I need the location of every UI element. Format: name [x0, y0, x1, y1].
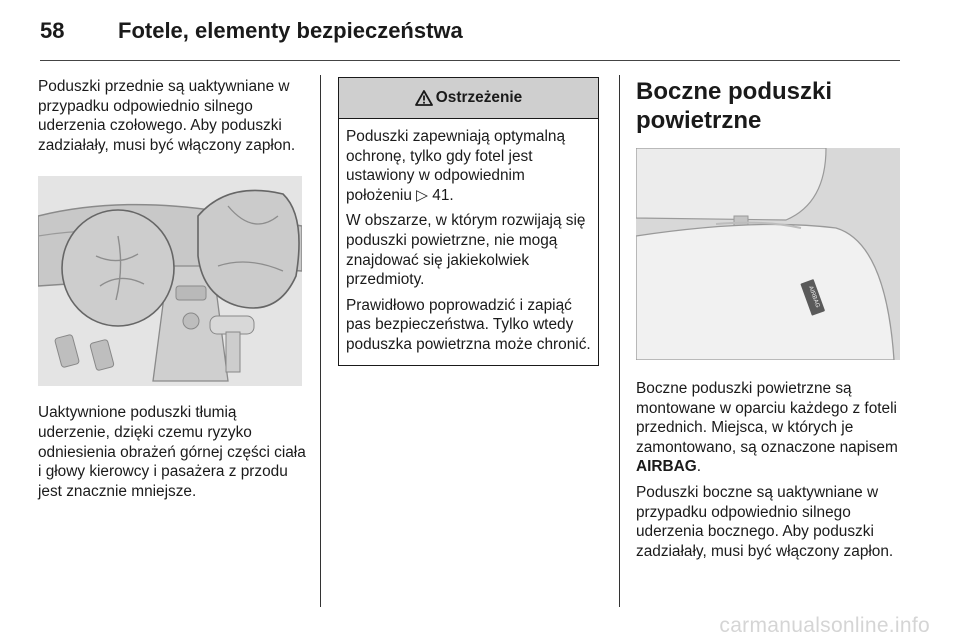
column-divider-1 — [320, 75, 321, 607]
front-airbags-paragraph: Poduszki przednie są uaktywniane w przypadku odpowiednio silnego uderzenia czołowego. Aby poduszki zadziałały, musi być włączony zapłon. — [38, 78, 296, 154]
warning-paragraph-seat-position — [346, 127, 591, 205]
side-airbags-activation-paragraph: Poduszki boczne są uaktywniane w przypadku odpowiednio silnego uderzenia bocznego. Aby poduszki zadziałały, musi być włączony zapłon. — [636, 483, 894, 560]
warning-body — [339, 119, 598, 365]
warning-box — [338, 77, 599, 366]
warning-header — [339, 78, 598, 119]
airbag-effect-paragraph: Uaktywnione poduszki tłumią uderzenie, dzięki czemu ryzyko odniesienia obrażeń górnej części ciała i głowy kierowcy i pasażera z przodu jest znacznie mniejsze. — [38, 404, 306, 500]
section-title: Boczne poduszki powietrzne — [636, 78, 833, 134]
warning-paragraph-seatbelt: Prawidłowo poprowadzić i zapiąć pas bezpieczeństwa. Tylko wtedy poduszka powietrzna może chronić. — [346, 296, 591, 353]
watermark: carmanualsonline.info — [719, 614, 930, 637]
page-number: 58 — [40, 18, 65, 43]
side-airbags-location-text: Boczne poduszki powietrzne są montowane w oparciu każdego z foteli przednich. Miejsca, w których je zamontowano, są oznaczone napisem — [636, 380, 898, 456]
side-airbag-seat-illustration — [636, 148, 900, 360]
page-header — [40, 18, 900, 58]
column-warning — [338, 77, 600, 366]
page-reference-icon: ▷ — [416, 186, 429, 204]
front-airbags-illustration — [38, 176, 302, 386]
airbag-tag-label: AIRBAG — [806, 285, 821, 309]
column-side-airbags — [636, 77, 906, 561]
airbag-label-bold: AIRBAG — [636, 458, 697, 476]
warning-seat-text: Poduszki zapewniają optymalną ochronę, tylko gdy fotel jest ustawiony w odpowiednim położeniu — [346, 128, 566, 204]
column-divider-2 — [619, 75, 620, 607]
page-reference-link[interactable]: 41. — [432, 186, 454, 204]
side-airbags-location-paragraph — [636, 379, 906, 477]
header-divider — [40, 60, 900, 61]
warning-paragraph-objects: W obszarze, w którym rozwijają się poduszki powietrzne, nie mogą znajdować się jakiekolwiek przedmioty. — [346, 212, 586, 289]
column-front-airbags — [38, 77, 306, 501]
chapter-title: Fotele, elementy bezpieczeństwa — [118, 18, 463, 43]
sentence-end: . — [696, 458, 701, 476]
warning-triangle-icon — [415, 90, 433, 106]
warning-title: Ostrzeżenie — [435, 89, 523, 106]
